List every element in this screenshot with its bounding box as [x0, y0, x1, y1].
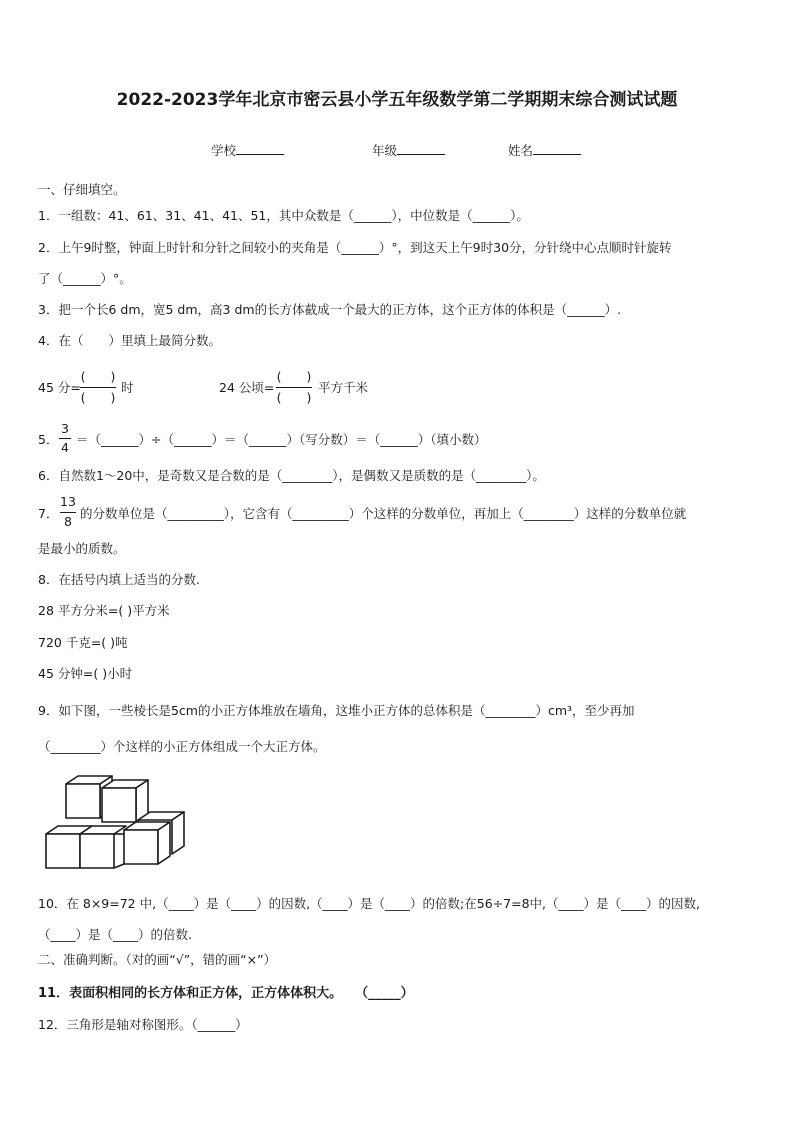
q4-right-suffix: 平方千米	[318, 380, 369, 395]
q4-left-fraction-bar	[80, 387, 116, 388]
q4-right-prefix: 24 公顷=	[219, 380, 275, 395]
page-title: 2022-2023学年北京市密云县小学五年级数学第二学期期末综合测试试题	[116, 90, 678, 110]
question-6: 6．自然数1～20中，是奇数又是合数的是（________），是偶数又是质数的是（________）。	[38, 468, 545, 483]
q4-right-denominator[interactable]: ( )	[276, 390, 312, 405]
q5-numerator: 3	[61, 421, 69, 436]
cube-stack-figure	[44, 772, 190, 874]
question-10-line-2: （____）是（____）的倍数.	[38, 927, 192, 942]
question-10-line-1: 10．在 8×9=72 中,（____）是（____）的因数,（____）是（____）的倍数;在56÷7=8中,（____）是（____）的因数,	[38, 896, 700, 911]
q7-numerator: 13	[60, 494, 76, 509]
question-11: 11．表面积相同的长方体和正方体，正方体体积大。 （_____）	[38, 986, 414, 1001]
question-3: 3．把一个长6 dm，宽5 dm，高3 dm的长方体截成一个最大的正方体，这个正方体的体积是（______）.	[38, 302, 622, 317]
q7-fraction-bar	[60, 512, 76, 513]
q7-rest: 的分数单位是（_________），它含有（_________）个这样的分数单位，再加上（________）这样的分数单位就	[80, 506, 687, 521]
q7-prefix: 7．	[38, 506, 59, 521]
q8-item-2: 720 千克=( )吨	[38, 635, 128, 650]
question-8: 8．在括号内填上适当的分数.	[38, 572, 200, 587]
school-field	[211, 141, 284, 159]
q8-item-1: 28 平方分米=( )平方米	[38, 603, 170, 618]
q4-right-numerator[interactable]: ( )	[276, 369, 312, 384]
grade-blank[interactable]	[397, 142, 445, 155]
q4-left-denominator[interactable]: ( )	[80, 390, 116, 405]
grade-field	[372, 141, 445, 159]
q8-item-3: 45 分钟=( )小时	[38, 666, 133, 681]
name-label: 姓名	[508, 143, 534, 158]
q5-fraction-bar	[59, 438, 71, 439]
q4-right-fraction-bar	[276, 387, 312, 388]
question-4: 4．在（ ）里填上最简分数。	[38, 333, 221, 348]
q5-prefix: 5．	[38, 432, 59, 447]
q4-left-prefix: 45 分=	[38, 380, 81, 395]
q7-denominator: 8	[64, 514, 72, 529]
school-label: 学校	[211, 143, 237, 158]
q5-denominator: 4	[61, 440, 69, 455]
name-blank[interactable]	[533, 142, 581, 155]
question-9-line-2: （________）个这样的小正方体组成一个大正方体。	[38, 739, 326, 754]
q4-left-numerator[interactable]: ( )	[80, 369, 116, 384]
question-2-line-2: 了（______）°。	[38, 271, 132, 286]
section-1-heading: 一、仔细填空。	[38, 182, 126, 197]
name-field	[508, 141, 581, 159]
section-2-heading: 二、准确判断。（对的画“√”，错的画“×”）	[38, 952, 277, 967]
grade-label: 年级	[372, 143, 398, 158]
question-12: 12．三角形是轴对称图形。（______）	[38, 1017, 248, 1032]
q4-left-suffix: 时	[121, 380, 134, 395]
q7-line-2: 是最小的质数。	[38, 541, 126, 556]
question-1: 1．一组数：41、61、31、41、41、51，其中众数是（______），中位数是（______）。	[38, 208, 529, 223]
question-9-line-1: 9．如下图，一些棱长是5cm的小正方体堆放在墙角，这堆小正方体的总体积是（________）cm³，至少再加	[38, 703, 635, 718]
question-2-line-1: 2．上午9时整，钟面上时针和分针之间较小的夹角是（______）°，到这天上午9时30分，分针绕中心点顺时针旋转	[38, 240, 672, 255]
q5-rest: ＝（______）÷（______）＝（______）（写分数）＝（______）（填小数）	[76, 432, 487, 447]
school-blank[interactable]	[236, 142, 284, 155]
